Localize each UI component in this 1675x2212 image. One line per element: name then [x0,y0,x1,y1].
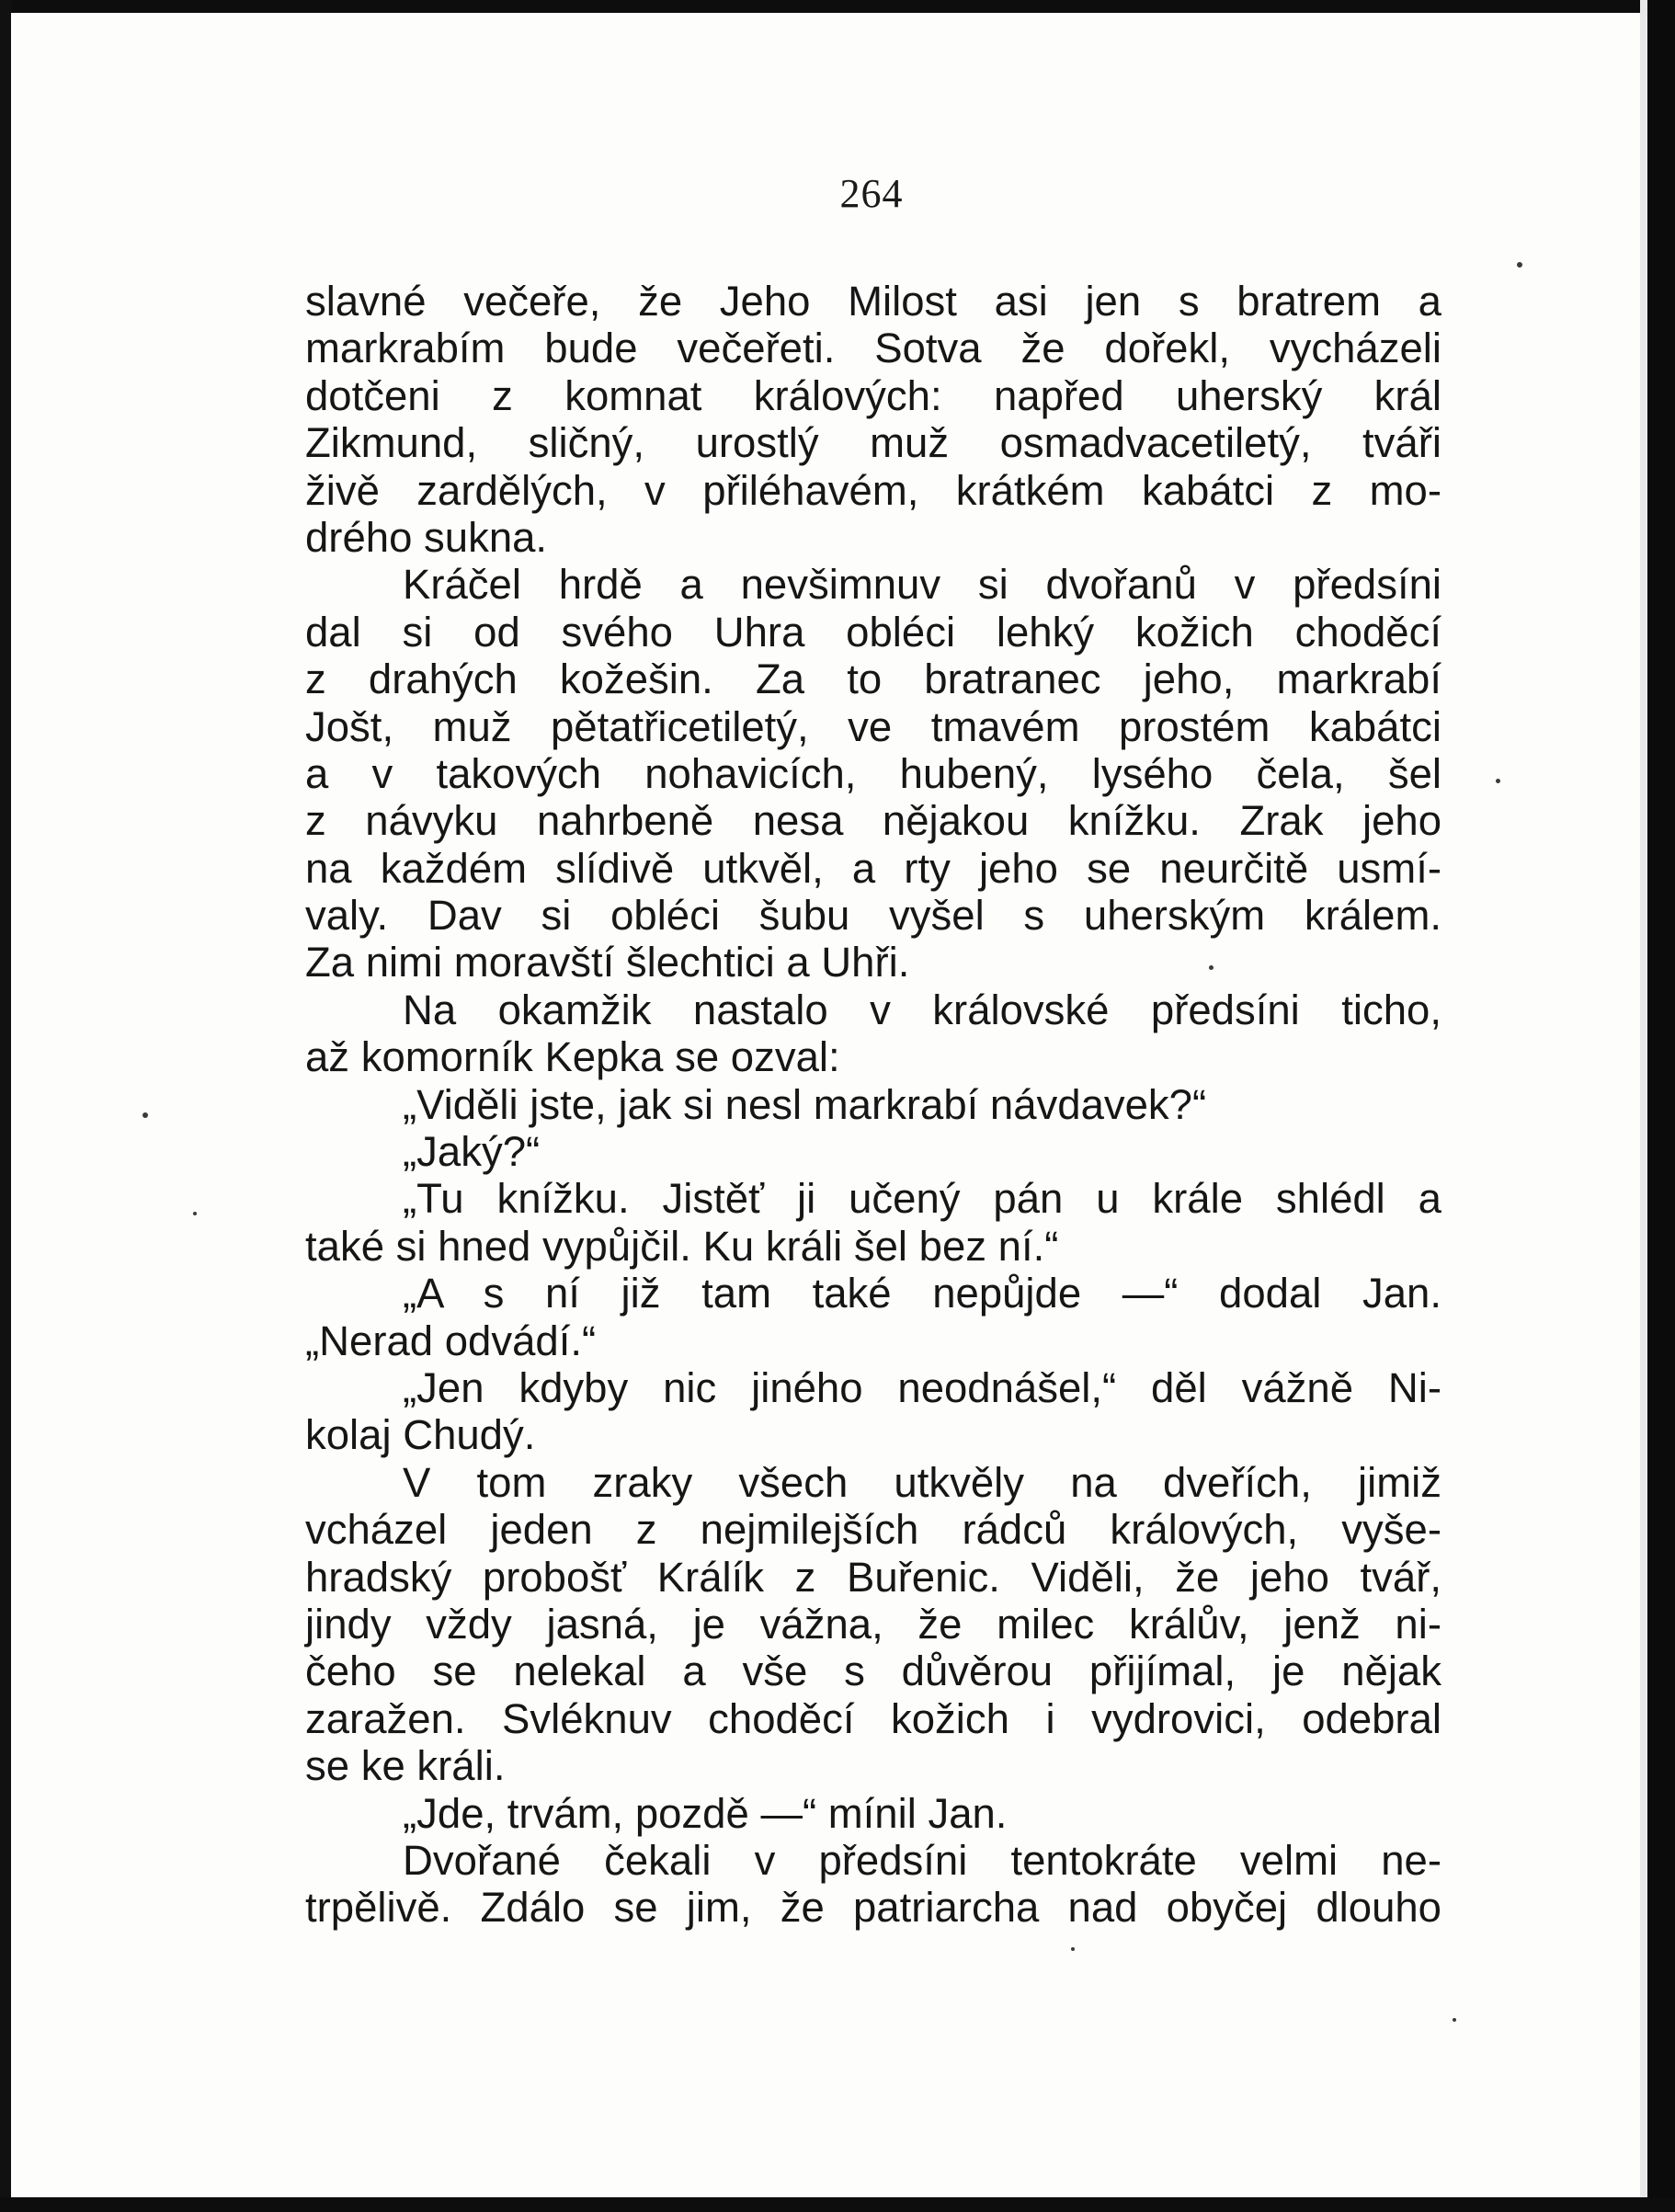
text-line: „Jen kdyby nic jiného neodnášel,“ děl vážně Ni- [403,1363,1441,1411]
text-line: „Jde, trvám, pozdě —“ mínil Jan. [403,1789,1008,1837]
text-line: vcházel jeden z nejmilejších rádců králových, vyše- [305,1506,1441,1554]
scan-border-right [1647,0,1675,2212]
text-line: z návyku nahrbeně nesa nějakou knížku. Zrak jeho [305,797,1441,845]
text-line: zaražen. Svléknuv choděcí kožich i vydrovici, odebral [305,1694,1441,1742]
text-line: a v takových nohavicích, hubený, lysého čela, šel [305,749,1441,797]
text-line: živě zardělých, v přiléhavém, krátkém kabátci z mo- [305,466,1441,514]
text-line: drého sukna. [305,513,548,561]
text-line: trpělivě. Zdálo se jim, že patriarcha nad obyčej dlouho [305,1884,1441,1932]
text-line: na každém slídivě utkvěl, a rty jeho se neurčitě usmí- [305,844,1441,892]
scan-speck [1071,1947,1075,1951]
scan-speck [1517,262,1522,268]
text-line: také si hned vypůjčil. Ku králi šel bez ní.“ [305,1222,1059,1270]
text-line: dotčeni z komnat králových: napřed uherský král [305,371,1441,419]
text-line: Na okamžik nastalo v královské předsíni ticho, [403,986,1441,1033]
text-line: se ke králi. [305,1742,506,1790]
text-line: „A s ní již tam také nepůjde —“ dodal Jan. [403,1270,1441,1317]
text-line: „Tu knížku. Jistěť ji učený pán u krále shlédl a [403,1175,1441,1223]
text-line: slavné večeře, že Jeho Milost asi jen s bratrem a [305,278,1441,325]
text-line: „Jaký?“ [403,1128,541,1176]
scan-speck [1496,779,1500,783]
text-line: hradský probošť Králík z Buřenic. Viděli, že jeho tvář, [305,1553,1441,1601]
text-line: dal si od svého Uhra obléci lehký kožich choděcí [305,608,1441,656]
scan-border-bottom [0,2197,1675,2212]
text-line: jindy vždy jasná, je vážna, že milec králův, jenž ni- [305,1600,1441,1648]
text-line: valy. Dav si obléci šubu vyšel s uherským králem. [305,892,1441,940]
text-line: „Viděli jste, jak si nesl markrabí návdavek?“ [403,1080,1207,1128]
text-line: čeho se nelekal a vše s důvěrou přijímal, je nějak [305,1648,1441,1695]
text-line: markrabím bude večeřeti. Sotva že dořekl, vycházeli [305,325,1441,372]
body-text [305,278,1441,1932]
text-line: „Nerad odvádí.“ [305,1317,597,1364]
text-line: Zikmund, sličný, urostlý muž osmadvacetiletý, tváři [305,419,1441,467]
text-line: Jošt, muž pětatřicetiletý, ve tmavém prostém kabátci [305,702,1441,750]
scan-speck [1453,2018,1456,2022]
text-line: Za nimi moravští šlechtici a Uhři. [305,939,910,986]
text-line: Kráčel hrdě a nevšimnuv si dvořanů v předsíni [403,561,1441,609]
text-line: až komorník Kepka se ozval: [305,1033,840,1081]
scan-speck [1209,965,1214,970]
scan-border-right-edge [1640,0,1647,2212]
page-number: 264 [839,171,904,216]
text-line: z drahých kožešin. Za to bratranec jeho, markrabí [305,656,1441,703]
text-line: Dvořané čekali v předsíni tentokráte velmi ne- [403,1836,1441,1884]
text-line: V tom zraky všech utkvěly na dveřích, jimiž [403,1458,1441,1506]
scan-speck [193,1212,197,1215]
scan-speck [142,1112,148,1118]
text-line: kolaj Chudý. [305,1411,536,1459]
scan-border-left [0,0,11,2212]
scan-border-top [0,0,1675,13]
